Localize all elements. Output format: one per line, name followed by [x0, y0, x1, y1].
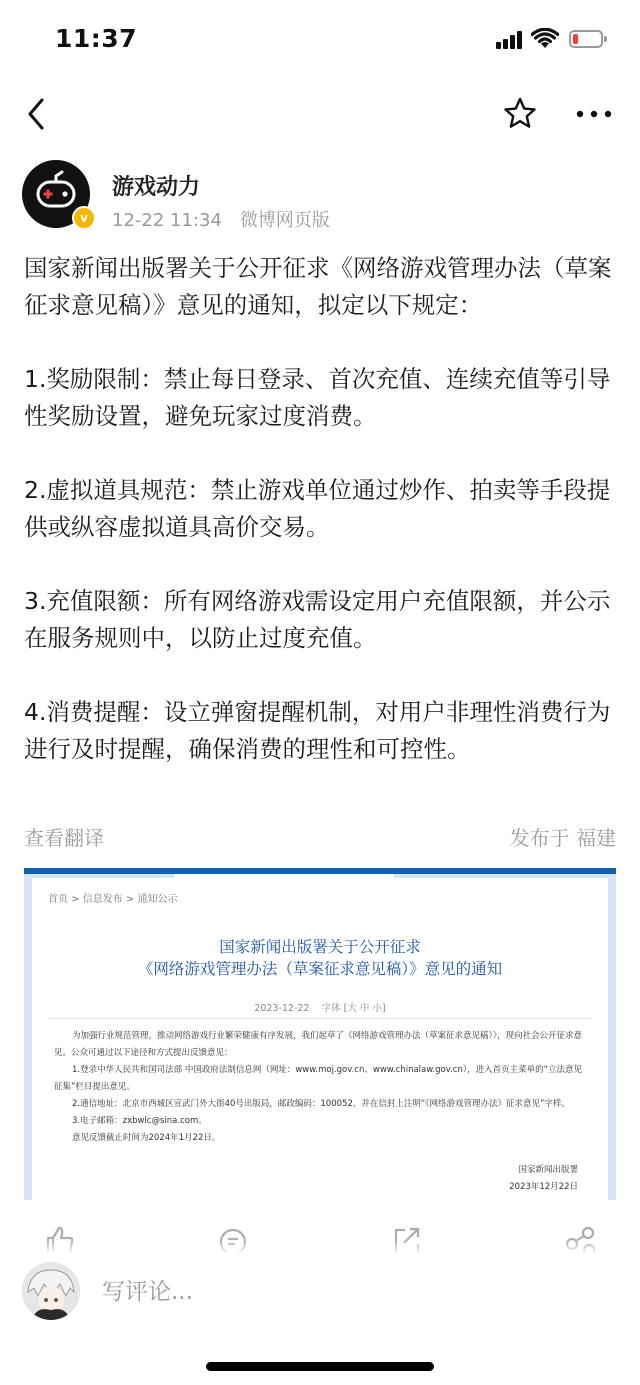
more-dots-icon[interactable] [574, 102, 614, 126]
nav-bar [0, 80, 640, 148]
status-bar [0, 0, 640, 80]
comment-bar [0, 1252, 640, 1332]
back-icon[interactable] [22, 94, 52, 134]
doc-signature-date: 2023年12月22日 [509, 1182, 578, 1192]
post-paragraph: 1.奖励限制：禁止每日登录、首次充值、连续充值等引导性奖励设置，避免玩家过度消费。 [24, 365, 611, 430]
verified-badge: v [72, 206, 96, 230]
star-icon[interactable] [502, 96, 538, 132]
battery-icon [569, 30, 603, 48]
doc-font-size: 字体 [大 中 小] [321, 1003, 386, 1014]
doc-title-line: 《网络游戏管理办法（草案征求意见稿）》意见的通知 [137, 960, 503, 978]
post-paragraph: 4.消费提醒：设立弹窗提醒机制，对用户非理性消费行为进行及时提醒，确保消费的理性和可控性。 [24, 698, 611, 763]
doc-date: 2023-12-22 [254, 1003, 310, 1014]
doc-body-line: 意见反馈截止时间为2024年1月22日。 [72, 1133, 221, 1143]
battery-level [573, 34, 578, 44]
post-time: 12-22 11:34 [112, 210, 222, 231]
post-content [24, 250, 624, 768]
doc-title-line: 国家新闻出版署关于公开征求 [219, 938, 421, 956]
wifi-icon [531, 28, 559, 50]
post-footer [24, 822, 616, 852]
author-name[interactable]: 游戏动力 [112, 175, 201, 200]
publish-location: 发布于 福建 [509, 826, 616, 850]
user-avatar[interactable] [22, 1262, 80, 1320]
doc-divider [48, 1018, 592, 1019]
cellular-signal-icon [496, 31, 524, 49]
home-indicator[interactable] [206, 1362, 434, 1371]
status-time: 11:37 [55, 24, 138, 53]
doc-signature-org: 国家新闻出版署 [518, 1165, 578, 1175]
doc-body-line: 3.电子邮箱：zxbwlc@sina.com。 [72, 1116, 207, 1126]
doc-breadcrumb: 首页 > 信息发布 > 通知公示 [48, 894, 178, 905]
post-author [22, 160, 622, 230]
comment-input[interactable] [100, 1274, 504, 1310]
doc-paper [32, 878, 608, 1200]
translate-link[interactable]: 查看翻译 [24, 826, 104, 850]
anime-avatar-icon [22, 1262, 80, 1320]
post-paragraph: 3.充值限额：所有网络游戏需设定用户充值限额，并公示在服务规则中，以防止过度充值。 [24, 587, 611, 652]
doc-body [54, 1028, 590, 1147]
post-meta [112, 206, 348, 232]
doc-body-line: 1.登录中华人民共和国司法部 中国政府法制信息网（网址：www.moj.gov.cn、www.chinalaw.gov.cn），进入首页主菜单的“立法意见征集”栏目提出意见。 [54, 1065, 582, 1092]
doc-title [32, 936, 608, 980]
doc-date-row [32, 1000, 608, 1014]
doc-signature [509, 1162, 578, 1196]
post-source: 微博网页版 [239, 210, 330, 231]
post-paragraph: 国家新闻出版署关于公开征求《网络游戏管理办法（草案征求意见稿）》意见的通知，拟定以下规定： [24, 254, 612, 319]
post-image[interactable] [24, 868, 616, 1200]
post-paragraph: 2.虚拟道具规范：禁止游戏单位通过炒作、拍卖等手段提供或纵容虚拟道具高价交易。 [24, 476, 611, 541]
doc-body-line: 2.通信地址：北京市西城区宣武门外大街40号出版局，邮政编码：100052，并在信封上注明“《网络游戏管理办法》征求意见”字样。 [72, 1099, 570, 1109]
doc-body-line: 为加强行业规范管理，推动网络游戏行业繁荣健康有序发展，我们起草了《网络游戏管理办法（草案征求意见稿）》，现向社会公开征求意见。公众可通过以下途径和方式提出反馈意见： [54, 1031, 583, 1058]
